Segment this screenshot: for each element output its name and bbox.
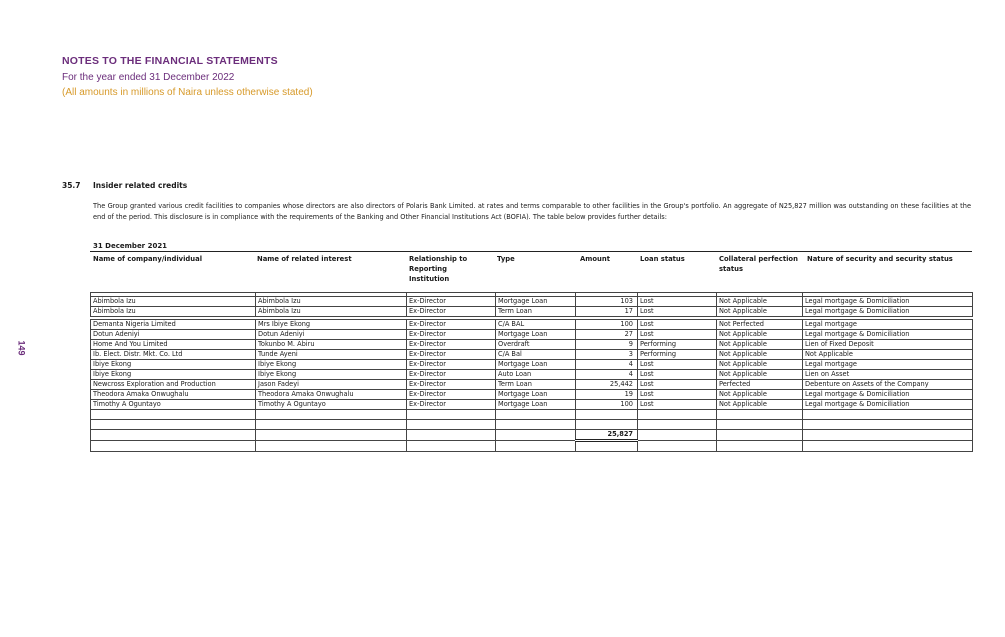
notes-title: NOTES TO THE FINANCIAL STATEMENTS — [62, 55, 278, 67]
cell-security: Not Applicable — [803, 350, 973, 360]
cell-related-interest: Abimbola Izu — [256, 297, 407, 307]
table-row — [91, 307, 973, 317]
table-row — [91, 297, 973, 307]
cell-collateral: Not Applicable — [717, 340, 803, 350]
cell-related-interest: Abimbola Izu — [256, 307, 407, 317]
cell-loan-status: Performing — [638, 350, 717, 360]
table-row — [91, 330, 973, 340]
cell-collateral: Not Applicable — [717, 297, 803, 307]
table-row — [91, 380, 973, 390]
cell-relationship: Ex-Director — [407, 360, 496, 370]
cell-loan-status: Lost — [638, 400, 717, 410]
cell-amount: 27 — [576, 330, 638, 340]
cell-relationship: Ex-Director — [407, 307, 496, 317]
table-empty-row — [91, 410, 973, 420]
cell-related-interest: Tokunbo M. Abiru — [256, 340, 407, 350]
page-number: 149 — [16, 340, 27, 356]
cell-related-interest: Mrs Ibiye Ekong — [256, 320, 407, 330]
cell-type: Mortgage Loan — [496, 330, 576, 340]
period-subtitle: For the year ended 31 December 2022 — [62, 72, 235, 83]
cell-relationship: Ex-Director — [407, 340, 496, 350]
cell-relationship: Ex-Director — [407, 390, 496, 400]
section-number: 35.7 — [62, 181, 81, 190]
cell-type: Auto Loan — [496, 370, 576, 380]
table-total-row — [91, 430, 973, 441]
cell-amount: 3 — [576, 350, 638, 360]
cell-collateral: Perfected — [717, 380, 803, 390]
cell-company: Abimbola Izu — [91, 307, 256, 317]
total-amount: 25,827 — [576, 430, 638, 441]
cell-company: Demanta Nigeria Limited — [91, 320, 256, 330]
cell-related-interest: Ibiye Ekong — [256, 370, 407, 380]
cell-company: Timothy A Oguntayo — [91, 400, 256, 410]
cell-related-interest: Ibiye Ekong — [256, 360, 407, 370]
cell-related-interest: Timothy A Oguntayo — [256, 400, 407, 410]
cell-related-interest: Tunde Ayeni — [256, 350, 407, 360]
cell-type: Mortgage Loan — [496, 390, 576, 400]
cell-company: Dotun Adeniyi — [91, 330, 256, 340]
cell-type: Term Loan — [496, 380, 576, 390]
cell-company: Ib. Elect. Distr. Mkt. Co. Ltd — [91, 350, 256, 360]
cell-collateral: Not Applicable — [717, 307, 803, 317]
cell-amount: 100 — [576, 400, 638, 410]
header-loan-status: Loan status — [640, 255, 685, 263]
insider-credits-table — [90, 292, 973, 452]
cell-loan-status: Lost — [638, 307, 717, 317]
cell-security: Legal mortgage & Domiciliation — [803, 297, 973, 307]
header-amount: Amount — [580, 255, 610, 263]
cell-related-interest: Theodora Amaka Onwughalu — [256, 390, 407, 400]
cell-related-interest: Jason Fadeyi — [256, 380, 407, 390]
cell-company: Home And You Limited — [91, 340, 256, 350]
cell-security: Lien on Asset — [803, 370, 973, 380]
header-type: Type — [497, 255, 515, 263]
cell-relationship: Ex-Director — [407, 370, 496, 380]
cell-type: Mortgage Loan — [496, 400, 576, 410]
header-collateral: Collateral perfection status — [719, 255, 798, 273]
cell-relationship: Ex-Director — [407, 330, 496, 340]
cell-loan-status: Lost — [638, 370, 717, 380]
cell-amount: 9 — [576, 340, 638, 350]
table-date-label: 31 December 2021 — [93, 242, 168, 250]
section-title: Insider related credits — [93, 181, 188, 190]
cell-loan-status: Lost — [638, 380, 717, 390]
cell-loan-status: Lost — [638, 330, 717, 340]
cell-security: Legal mortgage — [803, 320, 973, 330]
header-security: Nature of security and security status — [807, 255, 953, 263]
cell-type: Mortgage Loan — [496, 360, 576, 370]
table-row — [91, 370, 973, 380]
cell-amount: 17 — [576, 307, 638, 317]
cell-amount: 25,442 — [576, 380, 638, 390]
table-row — [91, 320, 973, 330]
cell-relationship: Ex-Director — [407, 400, 496, 410]
table-row — [91, 390, 973, 400]
cell-company: Ibiye Ekong — [91, 360, 256, 370]
cell-amount: 19 — [576, 390, 638, 400]
cell-security: Legal mortgage & Domiciliation — [803, 307, 973, 317]
table-row — [91, 400, 973, 410]
cell-security: Legal mortgage — [803, 360, 973, 370]
cell-amount: 4 — [576, 360, 638, 370]
table-empty-row — [91, 441, 973, 452]
cell-amount: 103 — [576, 297, 638, 307]
cell-security: Lien of Fixed Deposit — [803, 340, 973, 350]
table-row — [91, 340, 973, 350]
cell-relationship: Ex-Director — [407, 350, 496, 360]
amounts-note: (All amounts in millions of Naira unless otherwise stated) — [62, 87, 313, 98]
cell-collateral: Not Applicable — [717, 330, 803, 340]
table-top-rule — [90, 251, 972, 252]
cell-security: Legal mortgage & Domiciliation — [803, 330, 973, 340]
cell-related-interest: Dotun Adeniyi — [256, 330, 407, 340]
cell-collateral: Not Applicable — [717, 350, 803, 360]
cell-loan-status: Lost — [638, 297, 717, 307]
section-paragraph: The Group granted various credit facilities to companies whose directors are also directors of Polaris Bank Limited. at rates and terms comparable to other facilities in the Group's portfolio. An aggregate of N25,827 million was outstanding on these facilities at the end of the period. This disclosure is in compliance with the requirements of the Banking and Other Financial Institutions Act (BOFIA). The table below provides further details: — [93, 202, 971, 221]
cell-security: Legal mortgage & Domiciliation — [803, 390, 973, 400]
cell-amount: 4 — [576, 370, 638, 380]
cell-collateral: Not Applicable — [717, 360, 803, 370]
cell-collateral: Not Perfected — [717, 320, 803, 330]
cell-company: Ibiye Ekong — [91, 370, 256, 380]
table-empty-row — [91, 420, 973, 430]
cell-type: C/A BAL — [496, 320, 576, 330]
cell-security: Debenture on Assets of the Company — [803, 380, 973, 390]
cell-amount: 100 — [576, 320, 638, 330]
cell-type: Mortgage Loan — [496, 297, 576, 307]
table-row — [91, 350, 973, 360]
cell-company: Theodora Amaka Onwughalu — [91, 390, 256, 400]
cell-collateral: Not Applicable — [717, 390, 803, 400]
cell-relationship: Ex-Director — [407, 380, 496, 390]
cell-relationship: Ex-Director — [407, 320, 496, 330]
cell-collateral: Not Applicable — [717, 400, 803, 410]
cell-type: Overdraft — [496, 340, 576, 350]
cell-loan-status: Performing — [638, 340, 717, 350]
header-related-interest: Name of related interest — [257, 255, 352, 263]
header-company: Name of company/individual — [93, 255, 203, 263]
cell-loan-status: Lost — [638, 390, 717, 400]
cell-security: Legal mortgage & Domiciliation — [803, 400, 973, 410]
cell-collateral: Not Applicable — [717, 370, 803, 380]
cell-relationship: Ex-Director — [407, 297, 496, 307]
cell-type: C/A Bal — [496, 350, 576, 360]
cell-loan-status: Lost — [638, 360, 717, 370]
cell-type: Term Loan — [496, 307, 576, 317]
cell-company: Newcross Exploration and Production — [91, 380, 256, 390]
table-row — [91, 360, 973, 370]
header-relationship: Relationship to Reporting Institution — [409, 255, 468, 283]
cell-company: Abimbola Izu — [91, 297, 256, 307]
cell-loan-status: Lost — [638, 320, 717, 330]
